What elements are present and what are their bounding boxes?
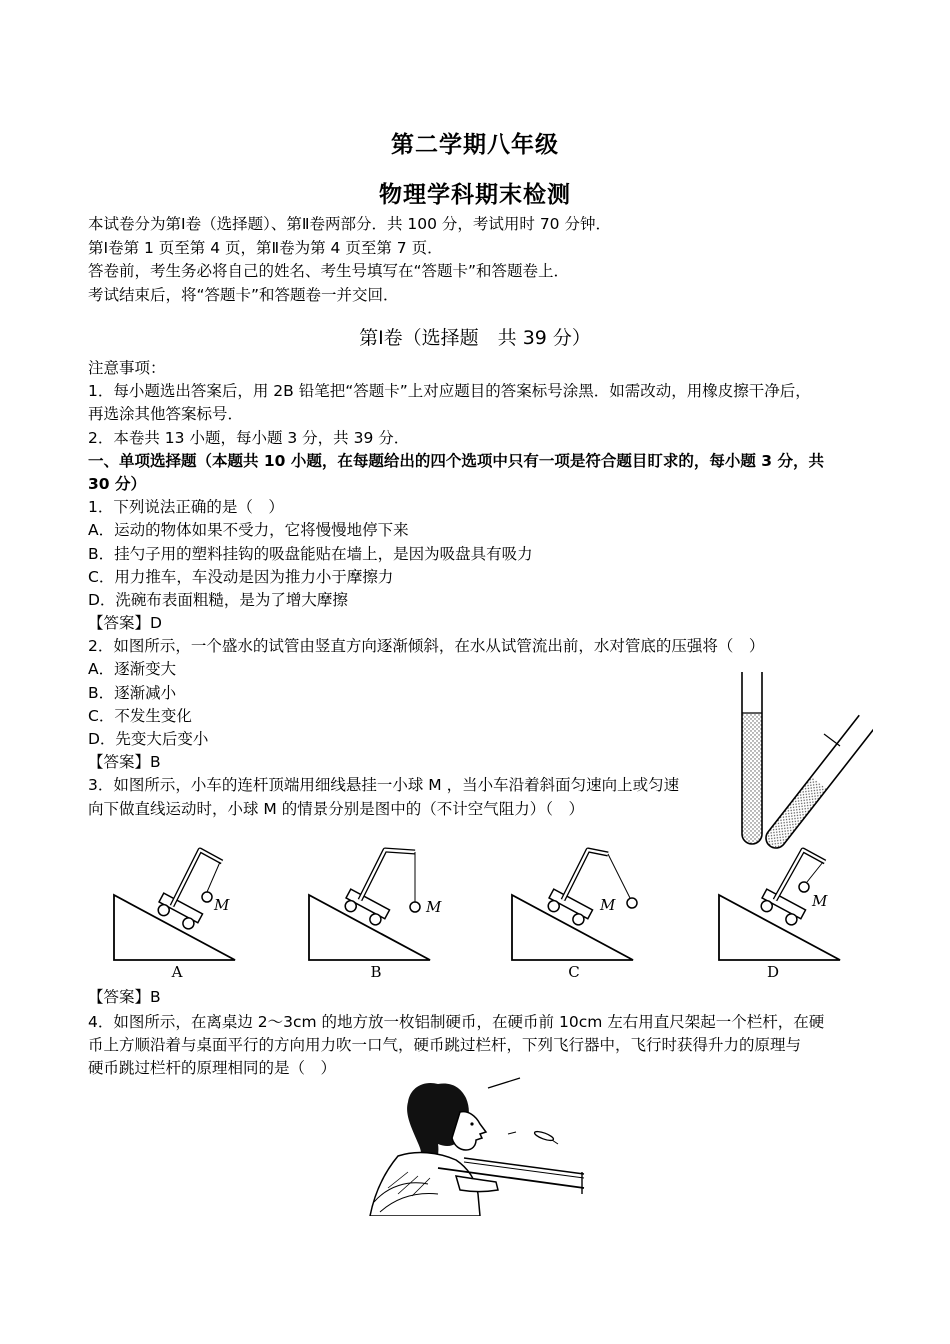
question-stem: 币上方顺沿着与桌面平行的方向用力吹一口气，硬币跳过栏杆，下列飞行器中，飞行时获得升力的原理与 — [88, 1036, 802, 1054]
ball-label: M — [812, 892, 828, 910]
option-d: D．洗碗布表面粗糙，是为了增大摩擦 — [88, 591, 348, 609]
intro-line: 第Ⅰ卷第 1 页至第 4 页，第Ⅱ卷为第 4 页至第 7 页． — [88, 239, 443, 257]
ball-label: M — [600, 896, 616, 914]
note-line: 再选涂其他答案标号． — [88, 405, 244, 423]
answer: 【答案】B — [88, 988, 161, 1006]
figure-caption-c: C — [568, 963, 580, 981]
question-stem: 1．下列说法正确的是（ ） — [88, 498, 284, 516]
option-a: A．逐渐变大 — [88, 660, 177, 678]
option-a: A．运动的物体如果不受力，它将慢慢地停下来 — [88, 521, 409, 539]
option-b: B．逐渐减小 — [88, 684, 177, 702]
blowing-coin-illustration — [368, 1076, 590, 1216]
ball-label: M — [214, 896, 230, 914]
figure-caption-a: A — [171, 963, 183, 981]
answer: 【答案】D — [88, 614, 162, 632]
incline-figure-b — [305, 840, 455, 965]
intro-line: 答卷前，考生务必将自己的姓名、考生号填写在“答题卡”和答题卷上． — [88, 262, 570, 280]
question-stem: 硬币跳过栏杆的原理相同的是（ ） — [88, 1059, 337, 1077]
question-stem: 3．如图所示，小车的连杆顶端用细线悬挂一小球 M ，当小车沿着斜面匀速向上或匀速 — [88, 776, 680, 794]
notes-heading: 注意事项： — [88, 359, 166, 377]
note-line: 1．每小题选出答案后，用 2B 铅笔把“答题卡”上对应题目的答案标号涂黑．如需改动，用橡皮擦干净后， — [88, 382, 811, 400]
incline-figure-c — [508, 840, 658, 965]
part-heading: 一、单项选择题（本题共 10 小题，在每题给出的四个选项中只有一项是符合题目盯求的，每小题 3 分，共 — [88, 452, 824, 470]
option-d: D．先变大后变小 — [88, 730, 209, 748]
option-c: C．用力推车，车没动是因为推力小于摩擦力 — [88, 568, 394, 586]
figure-caption-d: D — [766, 963, 780, 981]
incline-figure-d — [715, 840, 855, 965]
page-title: 第二学期八年级 — [391, 131, 559, 158]
incline-figure-a — [110, 840, 250, 965]
note-line: 2．本卷共 13 小题，每小题 3 分，共 39 分． — [88, 429, 410, 447]
test-tube-figure — [728, 668, 873, 853]
section-title: 第Ⅰ卷（选择题 共 39 分） — [359, 327, 591, 349]
intro-line: 本试卷分为第Ⅰ卷（选择题）、第Ⅱ卷两部分．共 100 分，考试用时 70 分钟． — [88, 215, 611, 233]
answer: 【答案】B — [88, 753, 161, 771]
question-stem: 4．如图所示，在离桌边 2～3cm 的地方放一枚铝制硬币，在硬币前 10cm 左右用直尺架起一个栏杆，在硬 — [88, 1013, 825, 1031]
part-heading: 30 分） — [88, 475, 146, 493]
page-subtitle: 物理学科期末检测 — [379, 181, 571, 208]
question-stem: 向下做直线运动时，小球 M 的情景分别是图中的（不计空气阻力）（ ） — [88, 800, 584, 818]
ball-label: M — [426, 898, 442, 916]
intro-line: 考试结束后，将“答题卡”和答题卷一并交回． — [88, 286, 399, 304]
option-b: B．挂勺子用的塑料挂钩的吸盘能贴在墙上，是因为吸盘具有吸力 — [88, 545, 533, 563]
question-stem: 2．如图所示，一个盛水的试管由竖直方向逐渐倾斜，在水从试管流出前，水对管底的压强将（ ） — [88, 637, 765, 655]
figure-caption-b: B — [370, 963, 382, 981]
option-c: C．不发生变化 — [88, 707, 192, 725]
